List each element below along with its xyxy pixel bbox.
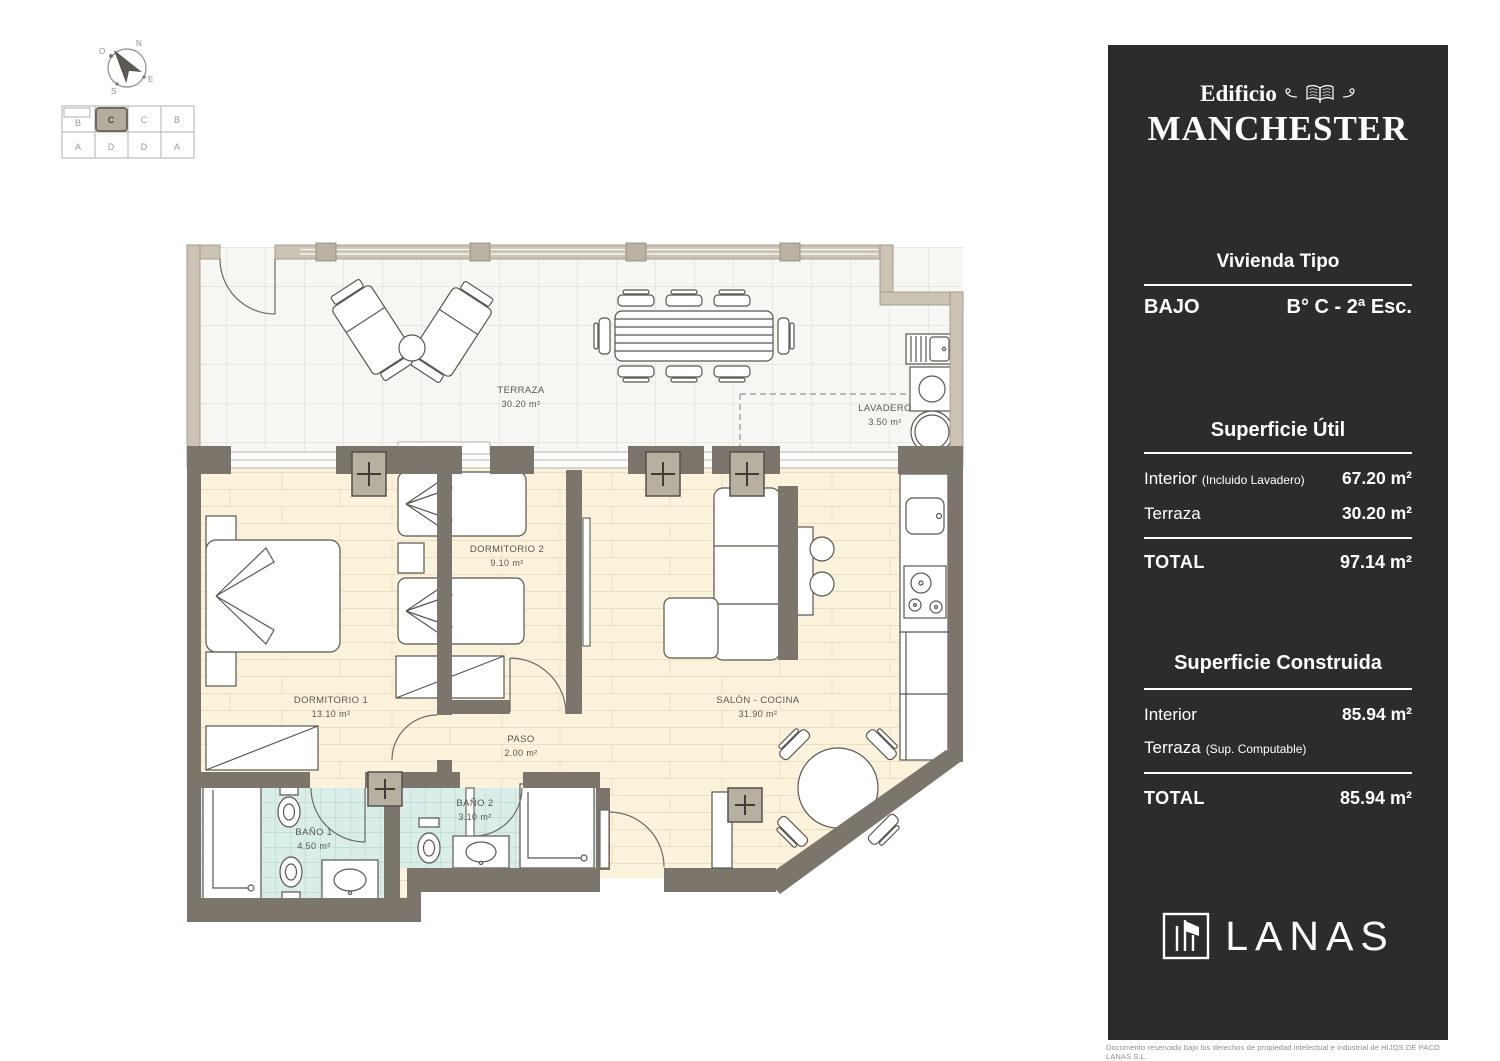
compass-east-label: E <box>148 75 154 84</box>
single-bed <box>398 472 526 536</box>
wardrobe <box>206 726 318 770</box>
superficie-util-total: TOTAL 97.14 m² <box>1144 552 1412 572</box>
brand-block <box>1108 81 1448 149</box>
key-plan-cell: A <box>74 142 82 152</box>
nightstand <box>206 652 236 686</box>
washing-machine <box>910 367 954 411</box>
side-table <box>399 335 425 361</box>
room-label-dormitorio2: DORMITORIO 2 9.10 m² <box>469 544 545 568</box>
kitchen-counter <box>900 474 948 760</box>
room-label-salon-cocina: SALÓN - COCINA 31.90 m² <box>716 695 800 719</box>
open-book-icon <box>1305 84 1335 105</box>
laundry-sink <box>906 334 952 364</box>
superficie-util-row: Terraza 30.20 m² <box>1144 503 1412 523</box>
lanas-monogram-icon <box>1161 911 1211 961</box>
divider <box>1144 688 1412 690</box>
unit-row <box>1144 296 1412 319</box>
divider <box>1144 452 1412 454</box>
toilet <box>418 818 440 863</box>
room-label-terraza: TERRAZA 30.20 m² <box>497 385 545 409</box>
stool <box>810 572 834 596</box>
single-bed <box>398 578 524 644</box>
room-label-lavadero: LAVADERO 3.50 m² <box>858 403 912 427</box>
bathroom-sink <box>453 836 509 868</box>
unit-floor: BAJO <box>1144 296 1200 318</box>
terraza-floor <box>187 247 963 455</box>
divider <box>1144 537 1412 539</box>
info-panel <box>1108 45 1448 1040</box>
unit-heading: Vivienda Tipo <box>1216 251 1340 272</box>
bathroom-sink <box>322 860 378 902</box>
key-plan-cell: D <box>107 142 115 152</box>
key-plan-cell: B <box>74 118 82 128</box>
divider <box>1144 284 1412 286</box>
dining-table <box>615 311 773 361</box>
shower-tray <box>203 780 261 902</box>
lanas-logo <box>1108 911 1448 961</box>
key-plan-cell: B <box>173 115 181 125</box>
brand-name: MANCHESTER <box>1147 109 1409 148</box>
key-plan-cell: D <box>140 142 148 152</box>
room-label-bano2: BAÑO 2 3.10 m² <box>456 798 494 822</box>
key-plan-cell: C <box>140 115 148 125</box>
superficie-util-row: Interior (Incluido Lavadero) 67.20 m² <box>1144 468 1412 488</box>
toilet <box>280 857 302 901</box>
bidet <box>278 786 300 827</box>
copyright-disclaimer: Documento reservado bajo los derechos de propiedad intelectual e industrial de HIJOS DE PACO LANAS S.L. <box>1106 1043 1440 1061</box>
superficie-construida-row: Terraza (Sup. Computable) <box>1144 738 1307 757</box>
shower-tray <box>520 784 594 868</box>
superficie-construida-total: TOTAL 85.94 m² <box>1144 788 1412 808</box>
key-plan-cell: A <box>173 142 181 152</box>
superficie-construida-row: Interior 85.94 m² <box>1144 704 1412 724</box>
stool <box>810 537 834 561</box>
divider <box>1144 772 1412 774</box>
brand-prefix: Edificio <box>1200 81 1277 106</box>
unit-code: B° C - 2ª Esc. <box>1286 296 1412 318</box>
compass-north-label: N <box>136 39 142 48</box>
nightstand <box>398 543 424 573</box>
flourish-left-icon <box>1284 87 1298 101</box>
double-bed <box>206 540 340 652</box>
compass-west-label: O <box>99 47 106 56</box>
lanas-logo-name: LANAS <box>1225 912 1395 959</box>
room-label-paso: PASO 2.00 m² <box>504 734 538 758</box>
compass-south-label: S <box>111 87 117 96</box>
room-label-dormitorio1: DORMITORIO 1 13.10 m² <box>293 695 369 719</box>
floor-plan-drawing <box>165 230 995 940</box>
key-plan-cell: C <box>107 115 115 125</box>
superficie-construida-title: Superficie Construida <box>1174 652 1382 674</box>
superficie-util-title: Superficie Útil <box>1210 419 1346 441</box>
flourish-right-icon <box>1342 87 1356 101</box>
room-label-bano1: BAÑO 1 4.50 m² <box>295 827 333 851</box>
